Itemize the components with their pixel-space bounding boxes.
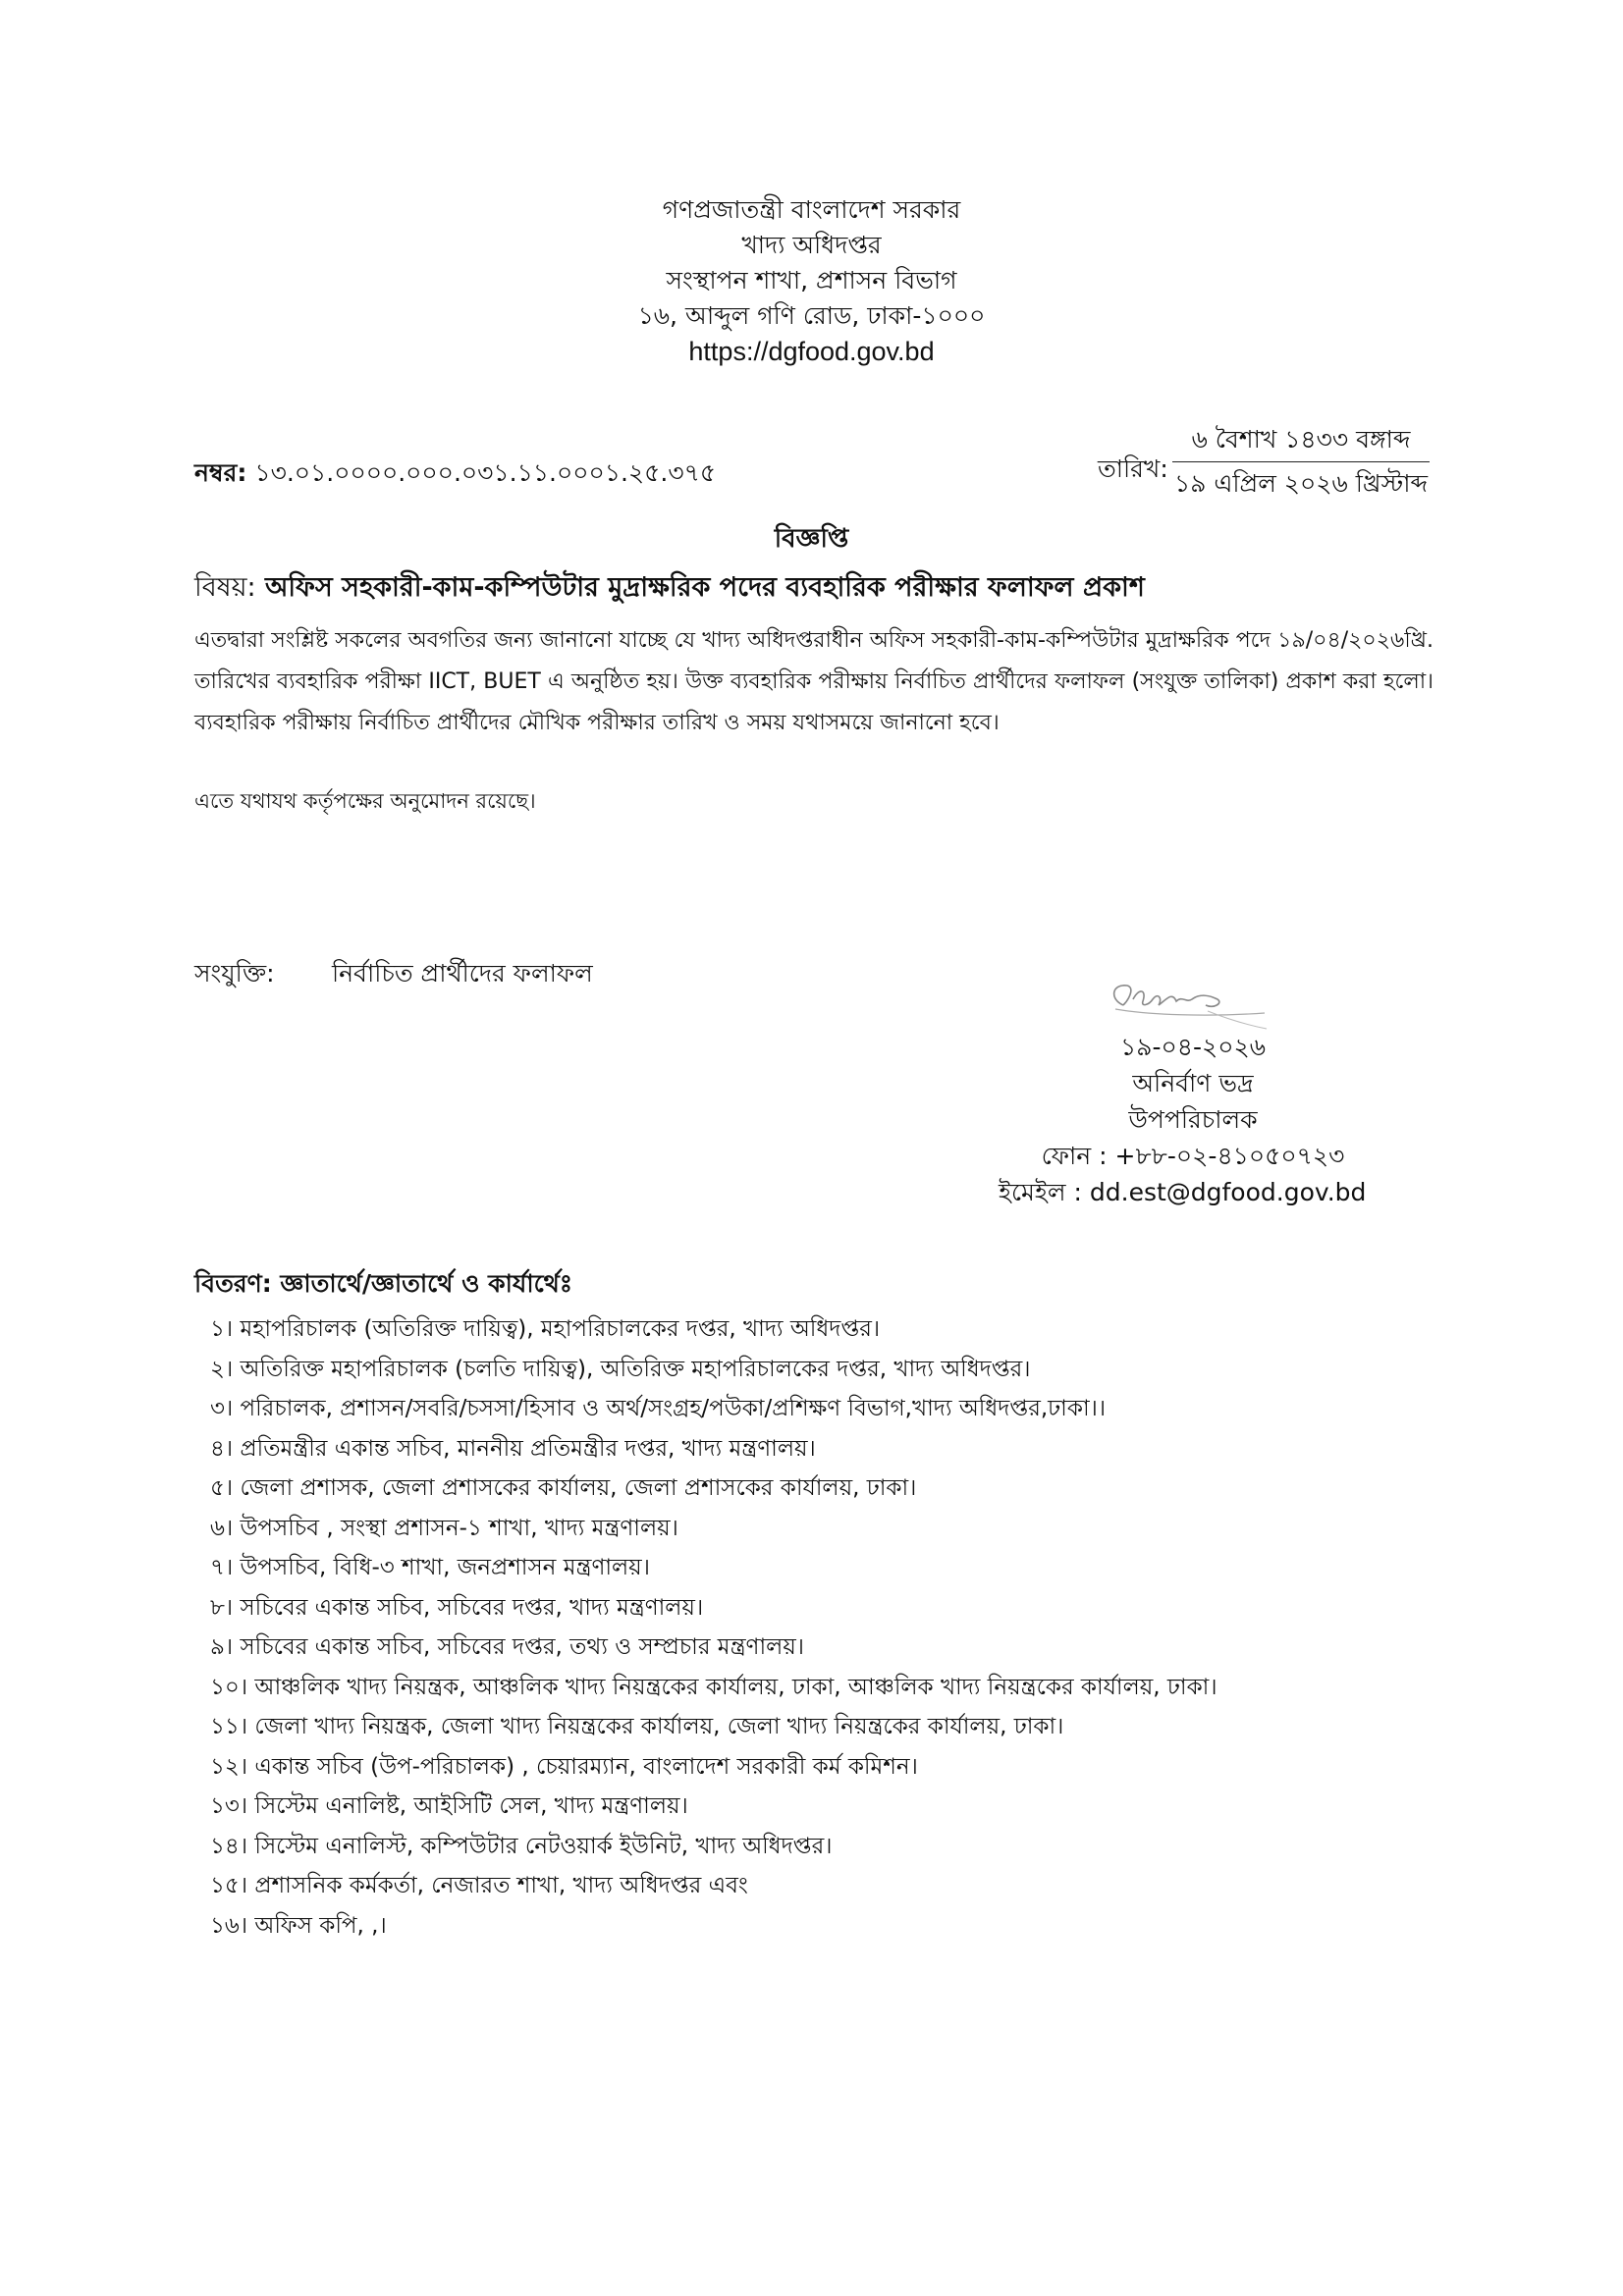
distribution-title: বিতরণ: জ্ঞাতার্থে/জ্ঞাতার্থে ও কার্যার্থেঃ [194, 1269, 573, 1298]
notice-body: এতদ্বারা সংশ্লিষ্ট সকলের অবগতির জন্য জানানো যাচ্ছে যে খাদ্য অধিদপ্তরাধীন অফিস সহকারী-কাম-কম্পিউটার মুদ্রাক্ষরিক পদে ১৯/০৪/২০২৬খ্রি. তারিখের ব্যবহারিক পরীক্ষা IICT, BUET এ অনুষ্ঠিত হয়। উক্ত ব্যবহারিক পরীক্ষায় নির্বাচিত প্রার্থীদের ফলাফল (সংযুক্ত তালিকা) প্রকাশ করা হলো। ব্যবহারিক পরীক্ষায় নির্বাচিত প্রার্থীদের মৌখিক পরীক্ষার তারিখ ও সময় যথাসময়ে জানানো হবে। [194, 628, 1434, 735]
list-item: ৩। পরিচালক, প্রশাসন/সবরি/চসসা/হিসাব ও অর্থ/সংগ্রহ/পউকা/প্রশিক্ষণ বিভাগ,খাদ্য অধিদপ্তর,ঢাকা।। [210, 1396, 1107, 1421]
notice-title: বিজ্ঞপ্তি [774, 524, 849, 554]
list-item: ৬। উপসচিব , সংস্থা প্রশাসন-১ শাখা, খাদ্য মন্ত্রণালয়। [210, 1515, 678, 1541]
list-item: ১৪। সিস্টেম এনালিস্ট, কম্পিউটার নেটওয়ার্ক ইউনিট, খাদ্য অধিদপ্তর। [210, 1833, 833, 1859]
subject-line [194, 567, 1145, 612]
signatory-email[interactable]: ইমেইল : dd.est@dgfood.gov.bd [999, 1178, 1367, 1206]
reference-number [194, 454, 716, 496]
date-bangla: ৬ বৈশাখ ১৪৩৩ বঙ্গাব্দ [1172, 422, 1430, 462]
list-item: ১৩। সিস্টেম এনালিষ্ট, আইসিটি সেল, খাদ্য মন্ত্রণালয়। [210, 1793, 688, 1819]
list-item: ১। মহাপরিচালক (অতিরিক্ত দায়িত্ব), মহাপরিচালকের দপ্তর, খাদ্য অধিদপ্তর। [210, 1316, 881, 1342]
list-item: ১২। একান্ত সচিব (উপ-পরিচালক) , চেয়ারম্যান, বাংলাদেশ সরকারী কর্ম কমিশন। [210, 1753, 918, 1780]
list-item: ৫। জেলা প্রশাসক, জেলা প্রশাসকের কার্যালয়, জেলা প্রশাসকের কার্যালয়, ঢাকা। [210, 1475, 917, 1501]
signatory-phone: ফোন : +৮৮-০২-৪১০৫০৭২৩ [1041, 1142, 1345, 1170]
list-item: ১০। আঞ্চলিক খাদ্য নিয়ন্ত্রক, আঞ্চলিক খাদ্য নিয়ন্ত্রকের কার্যালয়, ঢাকা, আঞ্চলিক খাদ্য নিয়ন্ত্রকের কার্যালয়, ঢাকা। [210, 1674, 1217, 1700]
distribution-list [210, 1309, 1447, 1946]
date-box [1172, 422, 1430, 502]
subject-label: বিষয়: [194, 572, 256, 603]
approval-note: এতে যথাযথ কর্তৃপক্ষের অনুমোদন রয়েছে। [194, 789, 536, 813]
list-item: ৭। উপসচিব, বিধি-৩ শাখা, জনপ্রশাসন মন্ত্রণালয়। [210, 1555, 650, 1580]
list-item: ৪। প্রতিমন্ত্রীর একান্ত সচিব, মাননীয় প্রতিমন্ত্রীর দপ্তর, খাদ্য মন্ত্রণালয়। [210, 1435, 816, 1462]
list-item: ৮। সচিবের একান্ত সচিব, সচিবের দপ্তর, খাদ্য মন্ত্রণালয়। [210, 1594, 704, 1621]
subject-text: অফিস সহকারী-কাম-কম্পিউটার মুদ্রাক্ষরিক পদের ব্যবহারিক পরীক্ষার ফলাফল প্রকাশ [265, 572, 1145, 603]
signature-date: ১৯-০৪-২০২৬ [1120, 1033, 1266, 1061]
letterhead [0, 192, 1623, 369]
reference-label: নম্বর: [194, 458, 247, 487]
department-name: খাদ্য অধিদপ্তর [741, 231, 882, 259]
signatory-block [987, 1029, 1399, 1210]
govt-name: গণপ্রজাতন্ত্রী বাংলাদেশ সরকার [662, 195, 961, 224]
list-item: ১১। জেলা খাদ্য নিয়ন্ত্রক, জেলা খাদ্য নিয়ন্ত্রকের কার্যালয়, জেলা খাদ্য নিয়ন্ত্রকের কার্যালয়, ঢাকা। [210, 1714, 1064, 1739]
list-item: ৯। সচিবের একান্ত সচিব, সচিবের দপ্তর, তথ্য ও সম্প্রচার মন্ত্রণালয়। [210, 1634, 805, 1660]
branch-name: সংস্থাপন শাখা, প্রশাসন বিভাগ [666, 266, 957, 294]
list-item: ১৬। অফিস কপি, ,। [210, 1912, 387, 1939]
signatory-designation: উপপরিচালক [1128, 1105, 1258, 1134]
attachment-label: সংযুক্তি: [194, 959, 275, 988]
signatory-name: অনির্বাণ ভদ্র [1132, 1069, 1254, 1097]
list-item: ১৫। প্রশাসনিক কর্মকর্তা, নেজারত শাখা, খাদ্য অধিদপ্তর এবং [210, 1873, 748, 1898]
date-gregorian: ১৯ এপ্রিল ২০২৬ খ্রিস্টাব্দ [1173, 469, 1428, 498]
reference-value: ১৩.০১.০০০০.০০০.০৩১.১১.০০০১.২৫.৩৭৫ [254, 458, 717, 487]
date-label: তারিখ: [1098, 454, 1168, 483]
attachment-value[interactable]: নির্বাচিত প্রার্থীদের ফলাফল [331, 959, 593, 988]
office-address: ১৬, আব্দুল গণি রোড, ঢাকা-১০০০ [637, 301, 986, 330]
website-link[interactable]: https://dgfood.gov.bd [688, 337, 935, 366]
list-item: ২। অতিরিক্ত মহাপরিচালক (চলতি দায়িত্ব), অতিরিক্ত মহাপরিচালকের দপ্তর, খাদ্য অধিদপ্তর। [210, 1356, 1031, 1382]
attachment-line [194, 954, 593, 996]
